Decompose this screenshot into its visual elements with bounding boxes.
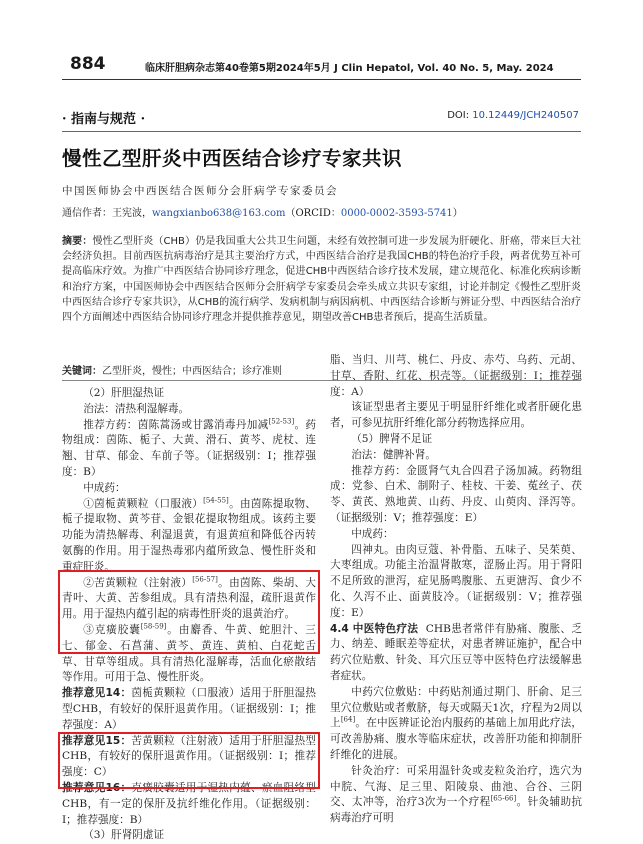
zhifa-2: 治法：健脾补肾。 [351,448,436,461]
keywords-label: 关键词： [62,366,102,377]
zhongchengyao-2: 中成药： [351,527,394,540]
rec15-text: 苦黄颗粒（注射液）适用于肝胆湿热型CHB，有较好的保肝退黄作用。（证据级别：Ⅰ；推荐强度：C） [62,734,316,779]
running-head: 临床肝胆病杂志第40卷第5期2024年5月 J Clin Hepatol, Vol. 40 No. 5, May. 2024 [145,63,554,74]
tiefu-text-b: 。在中医辨证论治内服药的基础上加用此疗法，可改善胁痛、腹水等临床症状，改善肝功能和抑制肝纤维化的进展。 [330,717,583,761]
abstract-text: 慢性乙型肝炎（CHB）仍是我国重大公共卫生问题，未经有效控制可进一步发展为肝硬化、肝癌，带来巨大社会经济负担。目前西医抗病毒治疗是其主要治疗方式，中西医结合治疗是我国CHB的特色治疗手段，两者优势互补可提高临床疗效。为推广中西医结合协同诊疗理念，促进CHB中西医结合诊疗技术发展，建立规范化、标准化疾病诊断和治疗方案，中国医师协会中西医结合医师分会肝病学专家委员会牵头成立共识专家组，讨论并制定《慢性乙型肝炎中西医结合诊疗专家共识》，从CHB的流行病学、发病机制与病因病机、中西医结合诊断与辨证分型、中西医结合治疗四个方面阐述中西医结合协同诊疗理念并提供推荐意见，期望改善CHB患者预后，提高生活质量。 [62,236,581,324]
correspondence-email[interactable]: wangxianbo638@163.com [152,208,286,219]
item1-text: 。由茵陈提取物、栀子提取物、黄芩苷、金银花提取物组成。该药主要功能为清热解毒、利湿退黄，有退黄疸和降低谷丙转氨酶的作用。用于湿热毒邪内蕴所致急、慢性肝炎和重症肝炎。 [62,497,317,573]
orcid-label: （ORCID： [285,208,341,219]
tuijian-text-b: 。药物组成：茵陈、栀子、大黄、滑石、黄芩、虎杖、连翘、甘草、郁金、车前子等。（证据级别：Ⅰ；推荐强度：B） [62,418,317,478]
tuijian-gandan [62,418,316,481]
keywords-text: 乙型肝炎，慢性；中西医结合；诊疗准则 [102,366,282,377]
zhongchengyao-label: 中成药： [83,481,126,494]
tuijian-2: 推荐方药：金匮肾气丸合四君子汤加减。药物组成：党参、白术、制附子、桂枝、干姜、菟丝子、茯苓、黄芪、熟地黄、山药、丹皮、山萸肉、泽泻等。（证据级别：Ⅴ；推荐强度：E） [330,464,582,524]
section-rule [62,131,581,132]
citation: [58-59] [140,622,167,631]
zhenjiu-text-a: 针灸治疗：可采用温针灸或麦粒灸治疗，选穴为中脘、气海、足三里、阳陵泉、曲池、合谷、三阴交、太冲等，治疗3次为一个疗程 [330,764,582,809]
page-number: 884 [70,54,106,74]
right-column [330,353,582,827]
tuijian-text-a: 推荐方药：茵陈蒿汤或甘露消毒丹加减 [83,418,269,431]
item1-title: ①茵栀黄颗粒（口服液） [83,497,204,510]
recommendation-14 [62,686,316,733]
citation: [56-57] [192,575,218,584]
rec16-text: 克癀胶囊适用于湿热内蕴、瘀血阻络型CHB，有一定的保肝及抗纤维化作用。（证据级别：Ⅰ；推荐强度：B） [62,781,316,826]
abstract-label: 摘要： [62,236,93,247]
highlight-box-kehuang [58,570,320,654]
citation: [52-53] [268,417,295,426]
correspondence-label: 通信作者：王宪波， [62,208,152,219]
sishen: 四神丸。由肉豆蔻、补骨脂、五味子、吴茱萸、大枣组成。功能主治温肾散寒，涩肠止泻。用于肾阳不足所致的泄泻，症见肠鸣腹胀、五更溏泻、食少不化、久泻不止、面黄肢冷。（证据级别：Ⅴ；推荐强度：E） [330,543,582,619]
rec14-text: 茵栀黄颗粒（口服液）适用于肝胆湿热型CHB，有较好的保肝退黄作用。（证据级别：Ⅰ；推荐强度：A） [62,687,316,731]
orcid-end: ） [452,208,463,219]
article-title: 慢性乙型肝炎中西医结合诊疗专家共识 [62,147,403,170]
authors: 中国医师协会中西医结合医师分会肝病学专家委员会 [62,185,338,197]
heading-gandan: （2）肝胆湿热证 [83,387,165,399]
zhenjiu [330,764,582,827]
highlight-box-rec16 [58,732,320,789]
item2-text: 。由茵陈、柴胡、大青叶、大黄、苦参组成。具有清热利湿，疏肝退黄作用。用于湿热内蕴引起的病毒性肝炎的退黄治疗。 [62,576,317,621]
heading-tese: 4.4 中医特色疗法 [330,622,419,635]
item-yinzhihuang [62,497,316,576]
heading-pishen: （5）脾肾不足证 [351,432,433,445]
tese [330,622,582,685]
rec16-label: 推荐意见16： [62,781,132,794]
section-label: · 指南与规范 · [62,112,146,127]
abstract [62,234,581,325]
rec14-label: 推荐意见14： [62,687,132,700]
zhifa: 治法：清热利湿解毒。 [83,402,190,415]
header-rule [62,79,581,80]
right-cont: 脂、当归、川芎、桃仁、丹皮、赤芍、乌药、元胡、甘草、香附、红花、枳壳等。（证据级别：Ⅰ；推荐强度：A） [330,354,582,398]
citation: [65-66] [490,794,517,803]
orcid-link[interactable]: 0000-0002-3593-5741 [340,208,453,219]
rec15-label: 推荐意见15： [62,734,132,747]
item2-title: ②苦黄颗粒（注射液） [83,576,193,589]
correspondence [62,204,463,219]
citation: [54-55] [203,496,229,505]
zhenjiu-text-b: 。针灸辅助抗病毒治疗可明 [330,796,583,825]
tiefu-text-a: 中药穴位敷贴：中药贴剂通过期门、肝俞、足三里穴位敷贴或者敷脐，每天或隔天1次，疗程为2周以上 [330,685,582,730]
heading-ganshen: （3）肝肾阴虚证 [83,829,165,842]
item3-title: ③克癀胶囊 [83,623,141,636]
doi-label: DOI: [447,110,470,121]
tiefu [330,685,582,764]
doi [447,110,579,121]
citation: [64] [340,715,356,724]
tese-text: CHB患者常伴有胁痛、腹胀、乏力、纳差、睡眠差等症状，对患者辨证施护，配合中药穴位贴敷、针灸、耳穴压豆等中医特色疗法缓解患者症状。 [330,622,582,682]
item3-text: 。由麝香、牛黄、蛇胆汁、三七、郁金、石菖蒲、黄芩、黄连、黄柏、白花蛇舌草、甘草等组成。具有清热化湿解毒，活血化瘀散结等作用。可用于急、慢性肝炎。 [62,623,317,684]
right-note: 该证型患者主要见于明显肝纤维化或者肝硬化患者，可参见抗肝纤维化部分药物选择应用。 [330,401,582,430]
doi-link[interactable]: 10.12449/JCH240507 [472,110,579,121]
keywords [62,362,282,377]
